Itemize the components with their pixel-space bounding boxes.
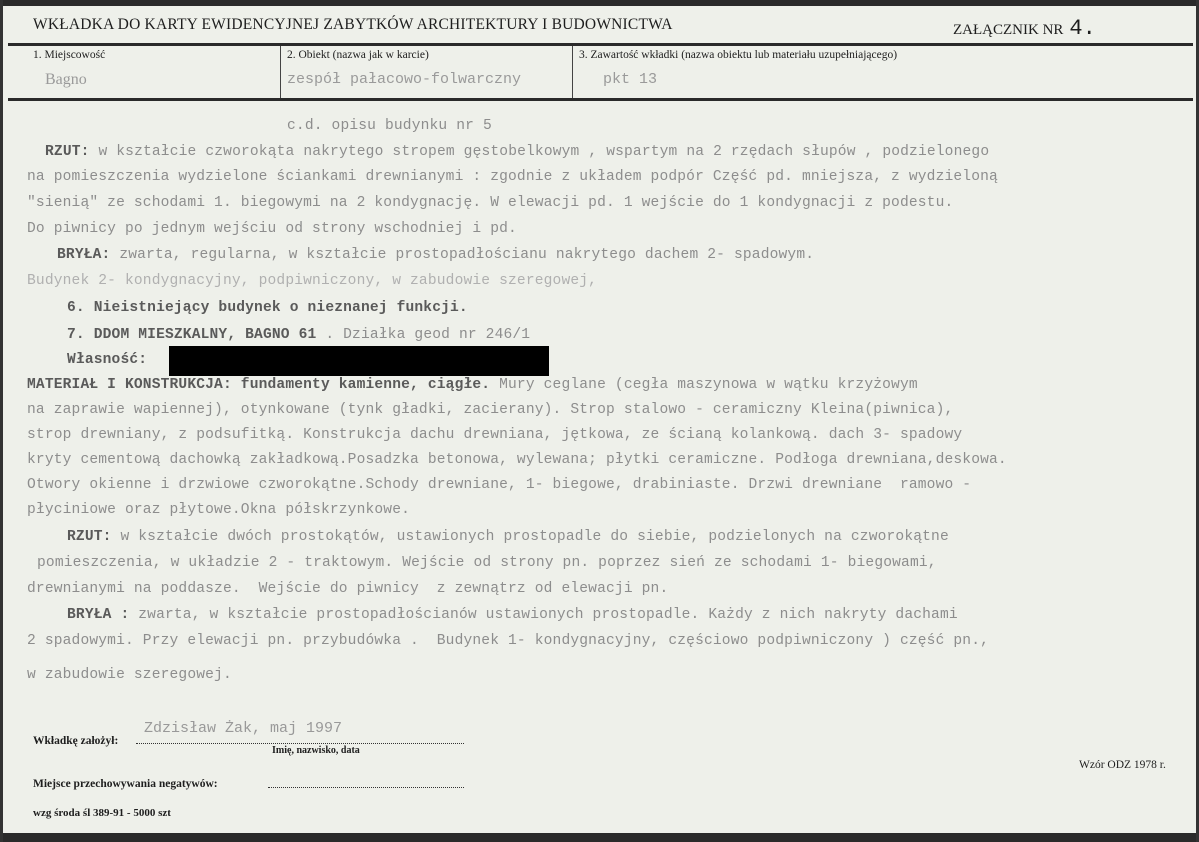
body-line-text: Budynek 2- kondygnacyjny, podpiwniczony, w zabudowie szeregowej, xyxy=(27,273,598,289)
body-line-text: kryty cementową dachowką zakładkową.Posadzka betonowa, wylewana; płytki ceramiczne. Podłoga drewniana,deskowa. xyxy=(27,452,1007,468)
body-line-text: Mury ceglane (cegła maszynowa w wątku krzyżowym xyxy=(490,377,918,393)
body-line-heading: RZUT: xyxy=(67,529,112,545)
column-divider xyxy=(280,46,281,98)
field-value-object: zespół pałacowo-folwarczny xyxy=(287,71,522,88)
body-line xyxy=(27,667,232,683)
body-line-text: w zabudowie szeregowej. xyxy=(27,667,232,683)
redacted-owner xyxy=(169,346,549,376)
field-value-content: pkt 13 xyxy=(603,71,658,88)
field-label-content: 3. Zawartość wkładki (nazwa obiektu lub materiału uzupełniającego) xyxy=(579,49,898,61)
field-value-locality: Bagno xyxy=(45,71,87,88)
print-info: wzg środa śl 389-91 - 5000 szt xyxy=(33,807,171,819)
body-line xyxy=(27,273,597,289)
body-line-heading: 6. Nieistniejący budynek o nieznanej funkcji. xyxy=(67,300,468,316)
body-line-text: drewnianymi na poddasze. Wejście do piwnicy z zewnątrz od elewacji pn. xyxy=(27,581,669,597)
body-line-text: w kształcie czworokąta nakrytego stropem gęstobelkowym , wspartym na 2 rzędach słupów , podzielonego xyxy=(89,144,990,160)
body-line xyxy=(27,427,962,443)
body-line xyxy=(67,352,147,368)
body-line-text: na pomieszczenia wydzielone ściankami drewnianymi : zgodnie z układem podpór Część pd. mniejsza, z wydzieloną xyxy=(27,169,998,185)
body-line-text: strop drewniany, z podsufitką. Konstrukcja dachu drewniana, jętkowa, ze ścianą kolankową. dach 3- spadowy xyxy=(27,427,963,443)
body-line-heading: 7. DDOM MIESZKALNY, BAGNO 61 xyxy=(67,327,317,343)
form-title: WKŁADKA DO KARTY EWIDENCYJNEJ ZABYTKÓW ARCHITEKTURY I BUDOWNICTWA xyxy=(33,16,673,33)
body-line xyxy=(27,377,918,393)
body-line xyxy=(27,402,953,418)
body-line xyxy=(37,555,937,571)
body-line xyxy=(27,221,517,237)
body-line-text: na zaprawie wapiennej), otynkowane (tynk gładki, zacierany). Strop stalowo - ceramiczny Kleina(piwnica), xyxy=(27,402,954,418)
negatives-label: Miejsce przechowywania negatywów: xyxy=(33,778,218,790)
field-label-object: 2. Obiekt (nazwa jak w karcie) xyxy=(287,49,429,61)
body-line xyxy=(67,529,949,545)
body-line xyxy=(27,195,953,211)
body-line xyxy=(287,118,492,134)
column-divider xyxy=(572,46,573,98)
annex-label-text: ZAŁĄCZNIK NR xyxy=(953,22,1064,38)
field-label-locality: 1. Miejscowość xyxy=(33,49,106,61)
created-by-value: Zdzisław Żak, maj 1997 xyxy=(144,720,343,737)
body-line-text: c.d. opisu budynku nr 5 xyxy=(287,118,492,134)
body-line-text: pomieszczenia, w układzie 2 - traktowym. Wejście od strony pn. poprzez sień ze schodami 1- biegowami, xyxy=(37,555,937,571)
form-version: Wzór ODZ 1978 r. xyxy=(1079,759,1166,771)
body-line xyxy=(27,169,998,185)
body-line-text: . Działka geod nr 246/1 xyxy=(316,327,531,343)
body-line xyxy=(67,327,530,343)
body-line-heading: MATERIAŁ I KONSTRUKCJA: fundamenty kamienne, ciągłe. xyxy=(27,377,491,393)
annex-number: 4. xyxy=(1069,16,1096,41)
body-line xyxy=(27,633,989,649)
body-line xyxy=(57,247,814,263)
divider xyxy=(8,43,1193,46)
negatives-line xyxy=(268,777,464,788)
body-line-text: płyciniowe oraz płytowe.Okna półskrzynkowe. xyxy=(27,502,411,518)
body-line-text: zwarta, regularna, w kształcie prostopadłościanu nakrytego dachem 2- spadowym. xyxy=(110,247,815,263)
body-line-heading: BRYŁA: xyxy=(57,247,111,263)
annex-label xyxy=(953,16,1096,41)
body-line xyxy=(67,300,468,316)
body-line-heading: RZUT: xyxy=(45,144,90,160)
scan-border xyxy=(0,0,3,842)
body-line-text: Otwory okienne i drzwiowe czworokątne.Schody drewniane, 1- biegowe, drabiniaste. Drzwi drewniane ramowo - xyxy=(27,477,972,493)
body-line-text: Do piwnicy po jednym wejściu od strony wschodniej i pd. xyxy=(27,221,517,237)
created-by-label: Wkładkę założył: xyxy=(33,735,119,747)
body-line xyxy=(27,477,971,493)
body-line xyxy=(27,502,410,518)
body-line-text: "sienią" ze schodami 1. biegowymi na 2 kondygnację. W elewacji pd. 1 wejście do 1 kondygnacji z podestu. xyxy=(27,195,954,211)
created-by-caption: Imię, nazwisko, data xyxy=(272,745,360,756)
body-line xyxy=(27,452,1007,468)
body-line xyxy=(27,581,668,597)
body-line-text: zwarta, w kształcie prostopadłościanów ustawionych prostopadle. Każdy z nich nakryty dachami xyxy=(129,607,958,623)
scan-border xyxy=(0,833,1199,842)
body-line-heading: Własność: xyxy=(67,352,148,368)
body-line xyxy=(67,607,958,623)
scan-border xyxy=(0,0,1199,6)
divider xyxy=(8,98,1193,101)
body-line-heading: BRYŁA : xyxy=(67,607,130,623)
body-line xyxy=(45,144,989,160)
body-line-text: 2 spadowymi. Przy elewacji pn. przybudówka . Budynek 1- kondygnacyjny, częściowo podpiwniczony ) część pn., xyxy=(27,633,990,649)
body-line-text: w kształcie dwóch prostokątów, ustawionych prostopadle do siebie, podzielonych na czworokątne xyxy=(111,529,949,545)
